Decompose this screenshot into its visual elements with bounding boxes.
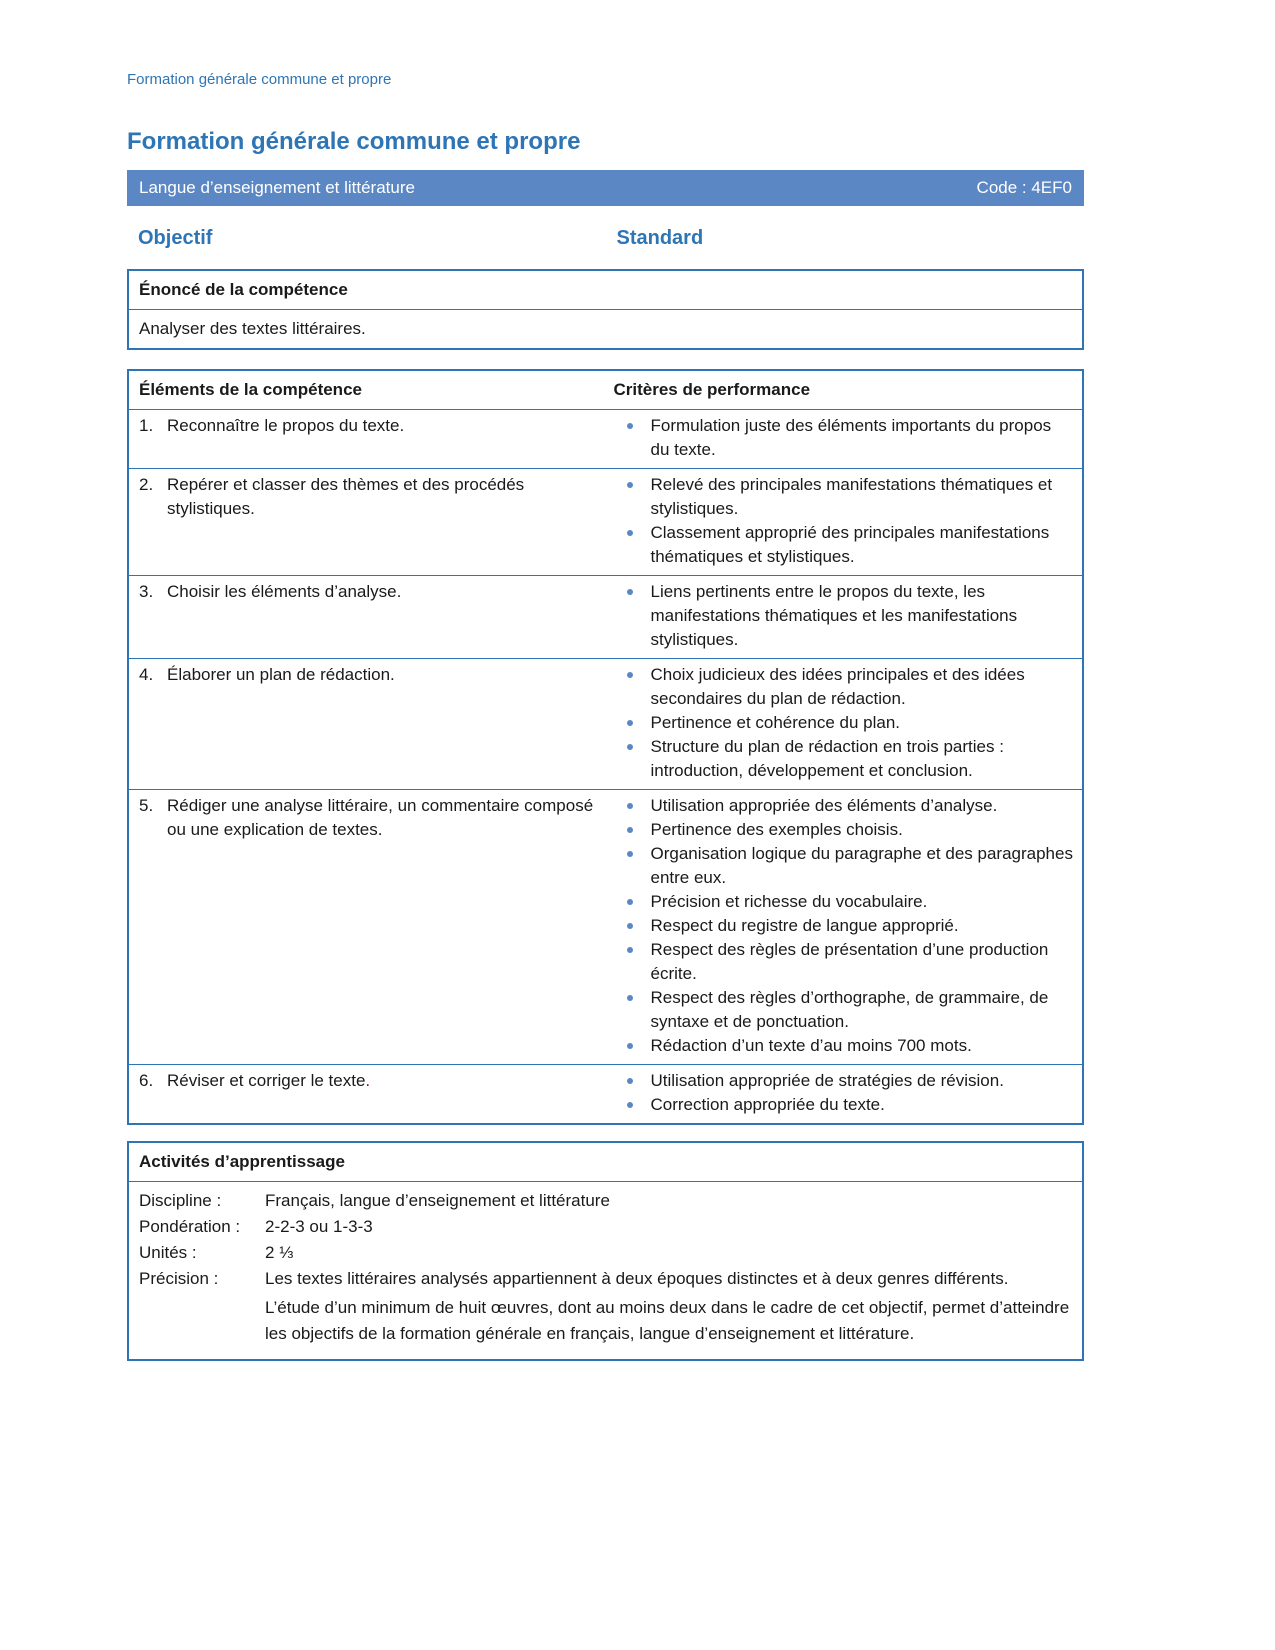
element-text: Reconnaître le propos du texte.: [167, 416, 405, 435]
field-label: Précision :: [139, 1269, 219, 1288]
competence-statement-table: [127, 269, 1084, 350]
criteria-list: [614, 473, 1075, 569]
criteria-item: Structure du plan de rédaction en trois parties : introduction, développement et conclusion.: [614, 735, 1075, 783]
element-cell: [128, 576, 606, 659]
field-value: [265, 1188, 1072, 1214]
element-number: 1.: [139, 416, 154, 435]
activity-field: [139, 1240, 1072, 1266]
field-value: [265, 1214, 1072, 1240]
criteria-item: Formulation juste des éléments importants du propos du texte.: [614, 414, 1075, 462]
criteria-item: Utilisation appropriée de stratégies de révision.: [614, 1069, 1075, 1093]
criteria-list: [614, 1069, 1075, 1117]
element-text: Réviser et corriger le texte.: [167, 1071, 371, 1090]
criteria-cell: [606, 410, 1084, 469]
competence-header-row: [128, 270, 1083, 310]
competence-row: [128, 790, 1083, 1065]
competence-statement-row: [128, 310, 1083, 350]
criteria-item: Respect des règles d’orthographe, de grammaire, de syntaxe et de ponctuation.: [614, 986, 1075, 1034]
criteria-list: [614, 663, 1075, 783]
activities-header-row: [128, 1142, 1083, 1182]
competence-row: [128, 469, 1083, 576]
activities-body-row: [128, 1182, 1083, 1361]
criteria-cell: [606, 576, 1084, 659]
red-period: .: [365, 1071, 371, 1090]
criteria-cell: [606, 659, 1084, 790]
criteria-item: Pertinence et cohérence du plan.: [614, 711, 1075, 735]
field-value: [265, 1240, 1072, 1266]
criteria-cell: [606, 1065, 1084, 1125]
standard-heading: Standard: [616, 227, 704, 249]
criteria-item: Respect des règles de présentation d’une production écrite.: [614, 938, 1075, 986]
competence-statement: Analyser des textes littéraires.: [128, 310, 1083, 350]
element-text: Élaborer un plan de rédaction.: [167, 665, 395, 684]
activity-field: [139, 1188, 1072, 1214]
element-number: 6.: [139, 1071, 154, 1090]
field-label: Discipline :: [139, 1191, 222, 1210]
criteria-list: [614, 794, 1075, 1058]
competence-row: [128, 576, 1083, 659]
page-content: [127, 0, 1084, 1361]
element-cell: [128, 410, 606, 469]
section-headings: [127, 226, 1084, 250]
criteria-item: Classement approprié des principales manifestations thématiques et stylistiques.: [614, 521, 1075, 569]
objectif-heading: Objectif: [138, 227, 213, 249]
competence-row: [128, 1065, 1083, 1125]
activity-field: [139, 1266, 1072, 1347]
field-label: Unités :: [139, 1243, 197, 1262]
element-number: 3.: [139, 582, 154, 601]
field-value-paragraph: Les textes littéraires analysés appartiennent à deux époques distinctes et à deux genres différents.: [265, 1269, 1009, 1288]
criteria-cell: [606, 790, 1084, 1065]
element-cell: [128, 1065, 606, 1125]
field-value: [265, 1266, 1072, 1347]
elements-rows: [128, 410, 1083, 1125]
elements-header: Éléments de la compétence: [128, 370, 606, 410]
page-title: Formation générale commune et propre: [127, 128, 581, 155]
criteria-item: Rédaction d’un texte d’au moins 700 mots.: [614, 1034, 1075, 1058]
activities-fields: [128, 1182, 1083, 1361]
course-banner: [127, 170, 1084, 206]
table-header-row: [128, 370, 1083, 410]
element-cell: [128, 469, 606, 576]
element-text: Rédiger une analyse littéraire, un commentaire composé ou une explication de textes.: [167, 796, 594, 839]
criteria-item: Correction appropriée du texte.: [614, 1093, 1075, 1117]
elements-criteria-table: [127, 369, 1084, 1125]
criteria-item: Choix judicieux des idées principales et des idées secondaires du plan de rédaction.: [614, 663, 1075, 711]
criteria-cell: [606, 469, 1084, 576]
criteria-item: Utilisation appropriée des éléments d’analyse.: [614, 794, 1075, 818]
element-number: 2.: [139, 475, 154, 494]
field-value-paragraph: Français, langue d’enseignement et littérature: [265, 1191, 610, 1210]
field-value-paragraph: 2 ⅓: [265, 1243, 294, 1262]
criteria-item: Pertinence des exemples choisis.: [614, 818, 1075, 842]
element-number: 5.: [139, 796, 154, 815]
field-label: Pondération :: [139, 1217, 241, 1236]
course-code: Code : 4EF0: [976, 178, 1072, 197]
element-cell: [128, 659, 606, 790]
competence-row: [128, 659, 1083, 790]
criteria-header: Critères de performance: [606, 370, 1084, 410]
course-name: Langue d’enseignement et littérature: [139, 178, 415, 197]
criteria-item: Précision et richesse du vocabulaire.: [614, 890, 1075, 914]
running-header: Formation générale commune et propre: [127, 71, 392, 88]
criteria-list: [614, 580, 1075, 652]
criteria-item: Liens pertinents entre le propos du texte, les manifestations thématiques et les manifestations stylistiques.: [614, 580, 1075, 652]
criteria-item: Respect du registre de langue approprié.: [614, 914, 1075, 938]
activity-field: [139, 1214, 1072, 1240]
element-text: Choisir les éléments d’analyse.: [167, 582, 402, 601]
competence-header: Énoncé de la compétence: [139, 280, 348, 299]
field-value-paragraph: L’étude d’un minimum de huit œuvres, dont au moins deux dans le cadre de cet objectif, permet d’atteindre les objectifs de la formation générale en français, langue d’enseignement et littérature.: [265, 1298, 1070, 1343]
activities-table: [127, 1141, 1084, 1361]
field-value-paragraph: 2-2-3 ou 1-3-3: [265, 1217, 373, 1236]
criteria-item: Organisation logique du paragraphe et des paragraphes entre eux.: [614, 842, 1075, 890]
competence-row: [128, 410, 1083, 469]
element-cell: [128, 790, 606, 1065]
element-text: Repérer et classer des thèmes et des procédés stylistiques.: [167, 475, 525, 518]
element-number: 4.: [139, 665, 154, 684]
criteria-item: Relevé des principales manifestations thématiques et stylistiques.: [614, 473, 1075, 521]
criteria-list: [614, 414, 1075, 462]
activities-header: Activités d’apprentissage: [139, 1152, 345, 1171]
